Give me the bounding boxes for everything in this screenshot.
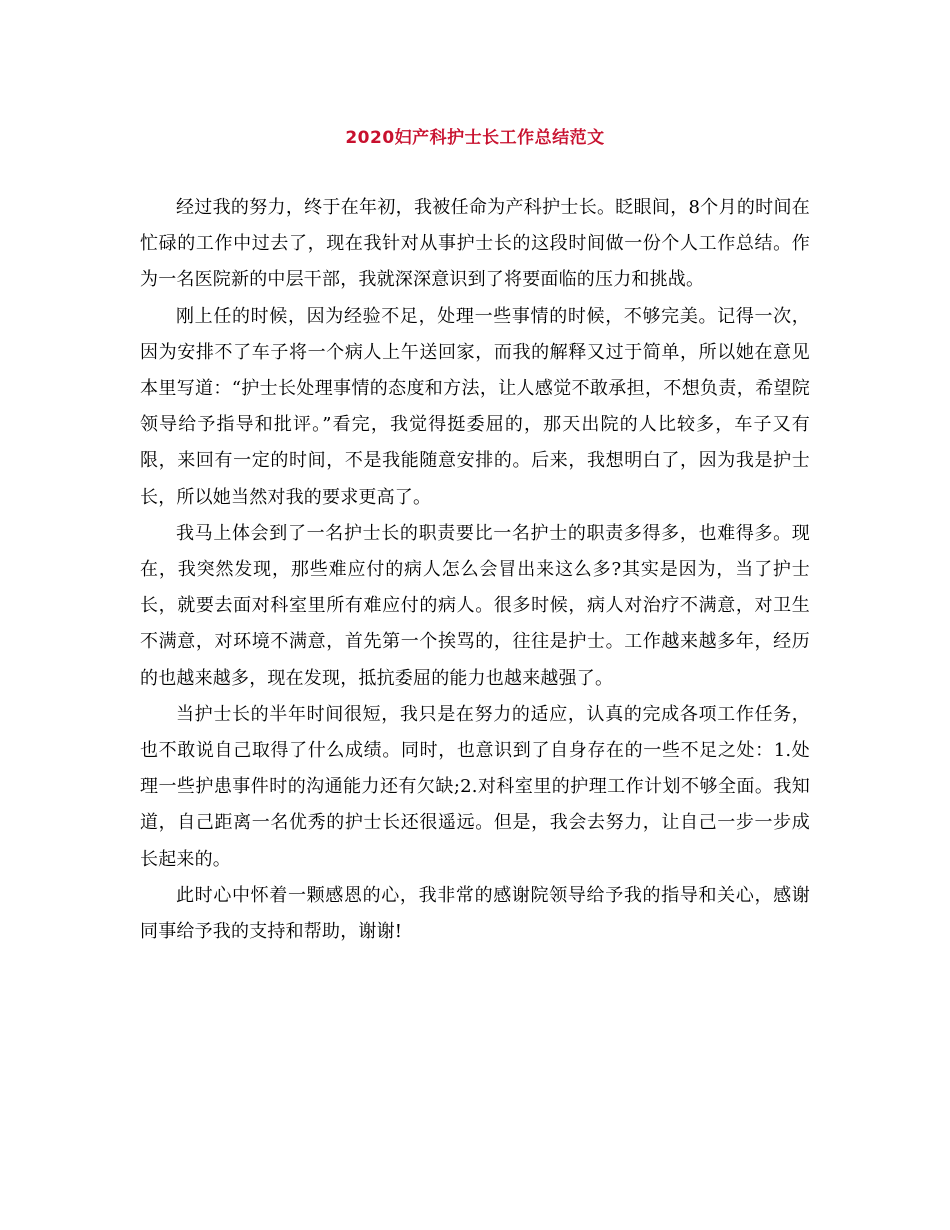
paragraph-4: 当护士长的半年时间很短，我只是在努力的适应，认真的完成各项工作任务，也不敢说自己取得了什么成绩。同时，也意识到了自身存在的一些不足之处：1.处理一些护患事件时的沟通能力还有欠缺;2.对科室里的护理工作计划不够全面。我知道，自己距离一名优秀的护士长还很遥远。但是，我会去努力，让自己一步一步成长起来的。 [140, 703, 810, 870]
paragraph-3: 我马上体会到了一名护士长的职责要比一名护士的职责多得多，也难得多。现在，我突然发现，那些难应付的病人怎么会冒出来这么多?其实是因为，当了护士长，就要去面对科室里所有难应付的病人。很多时候，病人对治疗不满意，对卫生不满意，对环境不满意，首先第一个挨骂的，往往是护士。工作越来越多年，经历的也越来越多，现在发现，抵抗委屈的能力也越来越强了。 [140, 522, 810, 689]
document-body [140, 190, 810, 950]
paragraph-1: 经过我的努力，终于在年初，我被任命为产科护士长。眨眼间，8个月的时间在忙碌的工作中过去了，现在我针对从事护士长的这段时间做一份个人工作总结。作为一名医院新的中层干部，我就深深意识到了将要面临的压力和挑战。 [140, 197, 810, 291]
document-title: 2020妇产科护士长工作总结范文 [345, 128, 605, 148]
paragraph-5: 此时心中怀着一颗感恩的心，我非常的感谢院领导给予我的指导和关心，感谢同事给予我的支持和帮助，谢谢! [140, 884, 810, 943]
paragraph-2: 刚上任的时候，因为经验不足，处理一些事情的时候，不够完美。记得一次，因为安排不了车子将一个病人上午送回家，而我的解释又过于简单，所以她在意见本里写道：“护士长处理事情的态度和方法，让人感觉不敢承担，不想负责，希望院领导给予指导和批评。”看完，我觉得挺委屈的，那天出院的人比较多，车子又有限，来回有一定的时间，不是我能随意安排的。后来，我想明白了，因为我是护士长，所以她当然对我的要求更高了。 [140, 305, 810, 508]
